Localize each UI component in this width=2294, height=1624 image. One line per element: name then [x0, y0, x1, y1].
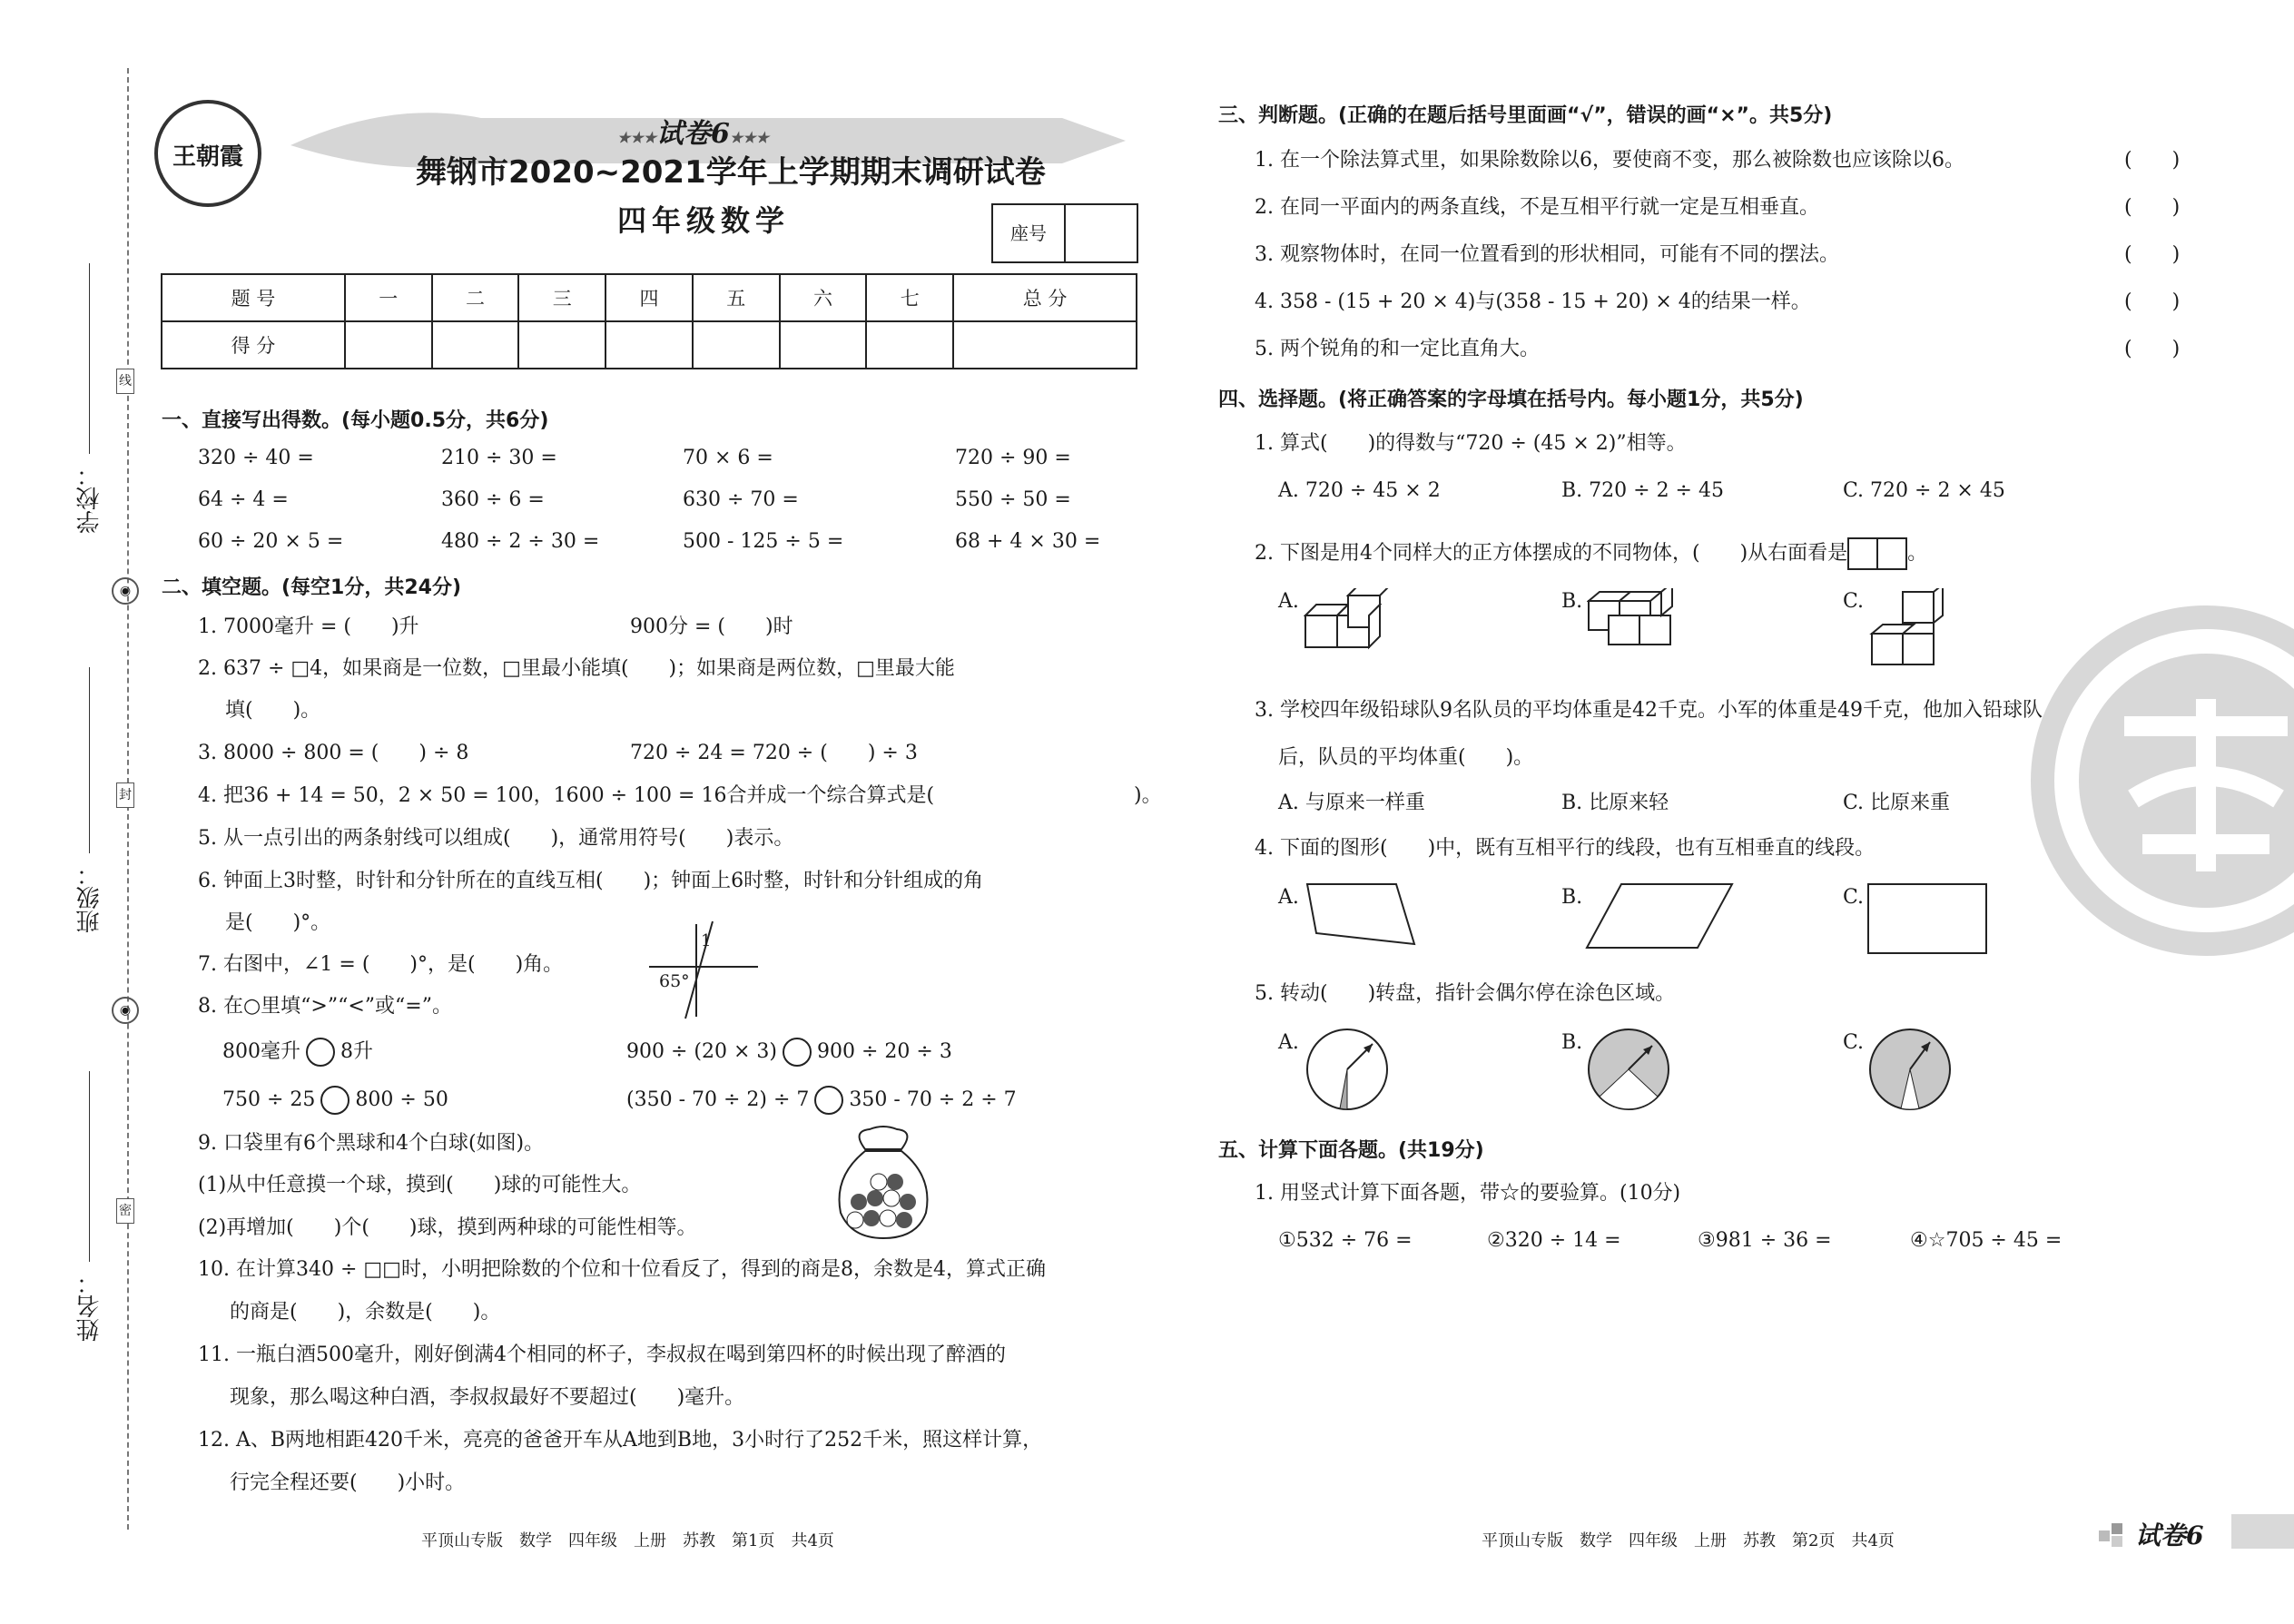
judge-item: 5. 两个锐角的和一定比直角大。	[1255, 338, 1540, 360]
shape-option-a	[1304, 881, 1422, 953]
choice-option: B. 720 ÷ 2 ÷ 45	[1561, 479, 1724, 502]
page-footer-right: 平顶山专版 数学 四年级 上册 苏教 第2页 共4页	[1482, 1531, 1895, 1550]
cubes-option-c	[1866, 588, 1957, 670]
fill-q3b: 720 ÷ 24 = 720 ÷ ( ) ÷ 3	[630, 742, 918, 764]
fill-q6b: 是( )°。	[225, 911, 331, 934]
score-header-cell: 五	[693, 274, 780, 321]
fill-q9a: (1)从中任意摸一个球，摸到( )球的可能性大。	[198, 1174, 642, 1196]
watermark-seal	[2024, 599, 2294, 962]
fill-q4: 4. 把36 + 14 = 50，2 × 50 = 100，1600 ÷ 100 = 16合并成一个综合算式是( )。	[198, 784, 1162, 807]
option-label: B.	[1561, 1031, 1583, 1054]
fill-q5: 5. 从一点引出的两条射线可以组成( )，通常用符号( )表示。	[198, 827, 794, 850]
option-label: C.	[1843, 1031, 1865, 1054]
corner-badge: 试卷6	[2099, 1514, 2294, 1550]
fill-q1b: 900分 = ( )时	[630, 615, 793, 638]
choice-q5: 5. 转动( )转盘，指针会偶尔停在涂色区域。	[1255, 982, 1676, 1005]
option-label: B.	[1561, 590, 1583, 613]
option-label: A.	[1278, 1031, 1299, 1054]
option-label: C.	[1843, 886, 1865, 909]
compare-row: 900 ÷ (20 × 3) 900 ÷ 20 ÷ 3	[626, 1038, 952, 1067]
calc-instruction: 1. 用竖式计算下面各题，带☆的要验算。(10分)	[1255, 1182, 1681, 1205]
cubes-option-b	[1587, 588, 1705, 661]
compare-circle[interactable]	[814, 1086, 843, 1115]
spinner-option-a	[1304, 1026, 1391, 1113]
score-header-cell: 二	[432, 274, 519, 321]
mental-item: 64 ÷ 4 =	[198, 488, 289, 511]
compare-row: (350 - 70 ÷ 2) ÷ 7 350 - 70 ÷ 2 ÷ 7	[626, 1086, 1017, 1115]
section-3-heading: 三、判断题。(正确的在题后括号里面画“√”，错误的画“×”。共5分)	[1218, 104, 1833, 127]
page-footer-left: 平顶山专版 数学 四年级 上册 苏教 第1页 共4页	[421, 1531, 834, 1550]
fill-q7: 7. 右图中，∠1 = ( )°，是( )角。	[198, 953, 564, 976]
ball-bag-icon	[833, 1122, 933, 1240]
name-label: 姓名：	[76, 1271, 103, 1342]
angle-label-1: 1	[701, 931, 712, 950]
fill-q11b: 现象，那么喝这种白酒，李叔叔最好不要超过( )毫升。	[230, 1386, 745, 1409]
score-header-cell: 七	[866, 274, 953, 321]
section-2-heading: 二、填空题。(每空1分，共24分)	[162, 576, 462, 599]
judge-answer[interactable]: ( )	[2124, 338, 2181, 360]
side-view-square	[1847, 537, 1878, 570]
exam-subtitle: 四年级数学	[617, 203, 791, 238]
choice-q1: 1. 算式( )的得数与“720 ÷ (45 × 2)”相等。	[1255, 432, 1687, 455]
seat-number-box[interactable]	[991, 203, 1138, 263]
mental-item: 60 ÷ 20 × 5 =	[198, 530, 344, 553]
judge-answer[interactable]: ( )	[2124, 243, 2181, 266]
binding-mark-line: 线	[116, 369, 134, 394]
mental-item: 630 ÷ 70 =	[683, 488, 799, 511]
class-label: 班级：	[76, 862, 103, 933]
calc-item: ①532 ÷ 76 =	[1278, 1229, 1413, 1252]
name-field[interactable]	[73, 1071, 103, 1343]
shape-option-b	[1585, 881, 1739, 953]
choice-option: B. 比原来轻	[1561, 792, 1669, 814]
score-cell[interactable]	[953, 321, 1137, 369]
compare-circle[interactable]	[783, 1038, 812, 1067]
brand-logo	[154, 100, 261, 207]
fill-q2: 2. 637 ÷ □4，如果商是一位数，□里最小能填( )；如果商是两位数，□里最大能	[198, 657, 955, 680]
mental-item: 210 ÷ 30 =	[441, 447, 557, 469]
choice-option: A. 与原来一样重	[1278, 792, 1425, 814]
fill-q3a: 3. 8000 ÷ 800 = ( ) ÷ 8	[198, 742, 469, 764]
class-field[interactable]	[73, 667, 103, 940]
binding-hole-icon: ◉	[112, 997, 139, 1024]
shape-option-c	[1866, 881, 1990, 957]
choice-q3b: 后，队员的平均体重( )。	[1278, 746, 1534, 769]
calc-item: ④☆705 ÷ 45 =	[1910, 1229, 2063, 1252]
star-icon: ★★★	[617, 129, 657, 146]
angle-label-65: 65°	[659, 971, 690, 991]
score-cell[interactable]	[345, 321, 432, 369]
fill-q11: 11. 一瓶白酒500毫升，刚好倒满4个相同的杯子，李叔叔在喝到第四杯的时候出现了醉酒的	[198, 1343, 1006, 1366]
choice-q3: 3. 学校四年级铅球队9名队员的平均体重是42千克。小军的体重是49千克，他加入铅球队	[1255, 699, 2043, 722]
score-header-cell: 三	[518, 274, 605, 321]
score-header-cell: 总 分	[953, 274, 1137, 321]
score-cell[interactable]	[693, 321, 780, 369]
mental-item: 500 - 125 ÷ 5 =	[683, 530, 844, 553]
score-header-cell: 题 号	[162, 274, 345, 321]
judge-item: 3. 观察物体时，在同一位置看到的形状相同，可能有不同的摆法。	[1255, 243, 1839, 266]
choice-option: C. 720 ÷ 2 × 45	[1843, 479, 2005, 502]
score-cell[interactable]	[605, 321, 693, 369]
school-field[interactable]	[73, 263, 103, 536]
mental-item: 360 ÷ 6 =	[441, 488, 545, 511]
mental-item: 68 + 4 × 30 =	[955, 530, 1101, 553]
score-cell[interactable]	[518, 321, 605, 369]
score-table	[161, 273, 1137, 369]
mental-item: 480 ÷ 2 ÷ 30 =	[441, 530, 600, 553]
section-5-heading: 五、计算下面各题。(共19分)	[1218, 1139, 1484, 1162]
judge-answer[interactable]: ( )	[2124, 290, 2181, 313]
cubes-option-a	[1304, 588, 1403, 661]
score-cell[interactable]	[432, 321, 519, 369]
fill-q10: 10. 在计算340 ÷ □□时，小明把除数的个位和十位看反了，得到的商是8，余数是4，算式正确	[198, 1258, 1046, 1281]
compare-row: 750 ÷ 25 800 ÷ 50	[222, 1086, 448, 1115]
fill-q1a: 1. 7000毫升 = ( )升	[198, 615, 419, 638]
exam-title: 舞钢市2020~2021学年上学期期末调研试卷	[416, 154, 1046, 191]
fill-q6: 6. 钟面上3时整，时针和分针所在的直线互相( )；钟面上6时整，时针和分针组成的角	[198, 870, 984, 892]
compare-circle[interactable]	[306, 1038, 335, 1067]
option-label: A.	[1278, 886, 1299, 909]
spinner-option-c	[1866, 1026, 1954, 1113]
score-header-cell: 四	[605, 274, 693, 321]
fill-q12b: 行完全程还要( )小时。	[230, 1471, 466, 1494]
binding-mark-secret: 密	[116, 1198, 134, 1224]
score-row-label: 得 分	[162, 321, 345, 369]
fill-q8: 8. 在○里填“>”“<”或“=”。	[198, 995, 452, 1018]
paper-badge: ★★★试卷6★★★	[617, 118, 769, 150]
section-4-heading: 四、选择题。(将正确答案的字母填在括号内。每小题1分，共5分)	[1218, 389, 1804, 411]
choice-q4: 4. 下面的图形( )中，既有互相平行的线段，也有互相垂直的线段。	[1255, 837, 1876, 860]
score-cell[interactable]	[866, 321, 953, 369]
side-view-square	[1878, 537, 1907, 570]
brand-logo-text: 王朝霞	[172, 143, 243, 171]
seat-label: 座号	[993, 205, 1066, 261]
option-label: C.	[1843, 590, 1865, 613]
score-header-cell: 一	[345, 274, 432, 321]
choice-option: C. 比原来重	[1843, 792, 1951, 814]
fill-q12: 12. A、B两地相距420千米，亮亮的爸爸开车从A地到B地，3小时行了252千米，照这样计算，	[198, 1429, 1043, 1452]
choice-option: A. 720 ÷ 45 × 2	[1278, 479, 1441, 502]
option-label: B.	[1561, 886, 1583, 909]
score-cell[interactable]	[780, 321, 867, 369]
judge-item: 1. 在一个除法算式里，如果除数除以6，要使商不变，那么被除数也应该除以6。	[1255, 149, 1964, 172]
section-1-heading: 一、直接写出得数。(每小题0.5分，共6分)	[162, 409, 549, 432]
mental-item: 320 ÷ 40 =	[198, 447, 314, 469]
fill-q9: 9. 口袋里有6个黑球和4个白球(如图)。	[198, 1132, 545, 1155]
calc-item: ③981 ÷ 36 =	[1698, 1229, 1832, 1252]
mental-item: 720 ÷ 90 =	[955, 447, 1071, 469]
fill-q10b: 的商是( )，余数是( )。	[230, 1301, 501, 1324]
calc-item: ②320 ÷ 14 =	[1487, 1229, 1621, 1252]
star-icon: ★★★	[729, 129, 769, 146]
mental-item: 70 × 6 =	[683, 447, 773, 469]
judge-item: 2. 在同一平面内的两条直线，不是互相平行就一定是互相垂直。	[1255, 196, 1819, 219]
compare-circle[interactable]	[320, 1086, 350, 1115]
score-header-cell: 六	[780, 274, 867, 321]
judge-answer[interactable]: ( )	[2124, 149, 2181, 172]
judge-answer[interactable]: ( )	[2124, 196, 2181, 219]
fill-q2b: 填( )。	[225, 699, 321, 722]
fill-q9b: (2)再增加( )个( )球，摸到两种球的可能性相等。	[198, 1216, 697, 1239]
school-label: 学校：	[76, 463, 103, 534]
binding-mark-seal: 封	[116, 782, 134, 808]
compare-row: 800毫升 8升	[222, 1038, 373, 1067]
mental-item: 550 ÷ 50 =	[955, 488, 1071, 511]
choice-q2: 2. 下图是用4个同样大的正方体摆成的不同物体，( )从右面看是 。	[1255, 537, 1927, 570]
binding-hole-icon: ◉	[112, 577, 139, 605]
spinner-option-b	[1585, 1026, 1672, 1113]
judge-item: 4. 358 - (15 + 20 × 4)与(358 - 15 + 20) × 4的结果一样。	[1255, 290, 1811, 313]
option-label: A.	[1278, 590, 1299, 613]
